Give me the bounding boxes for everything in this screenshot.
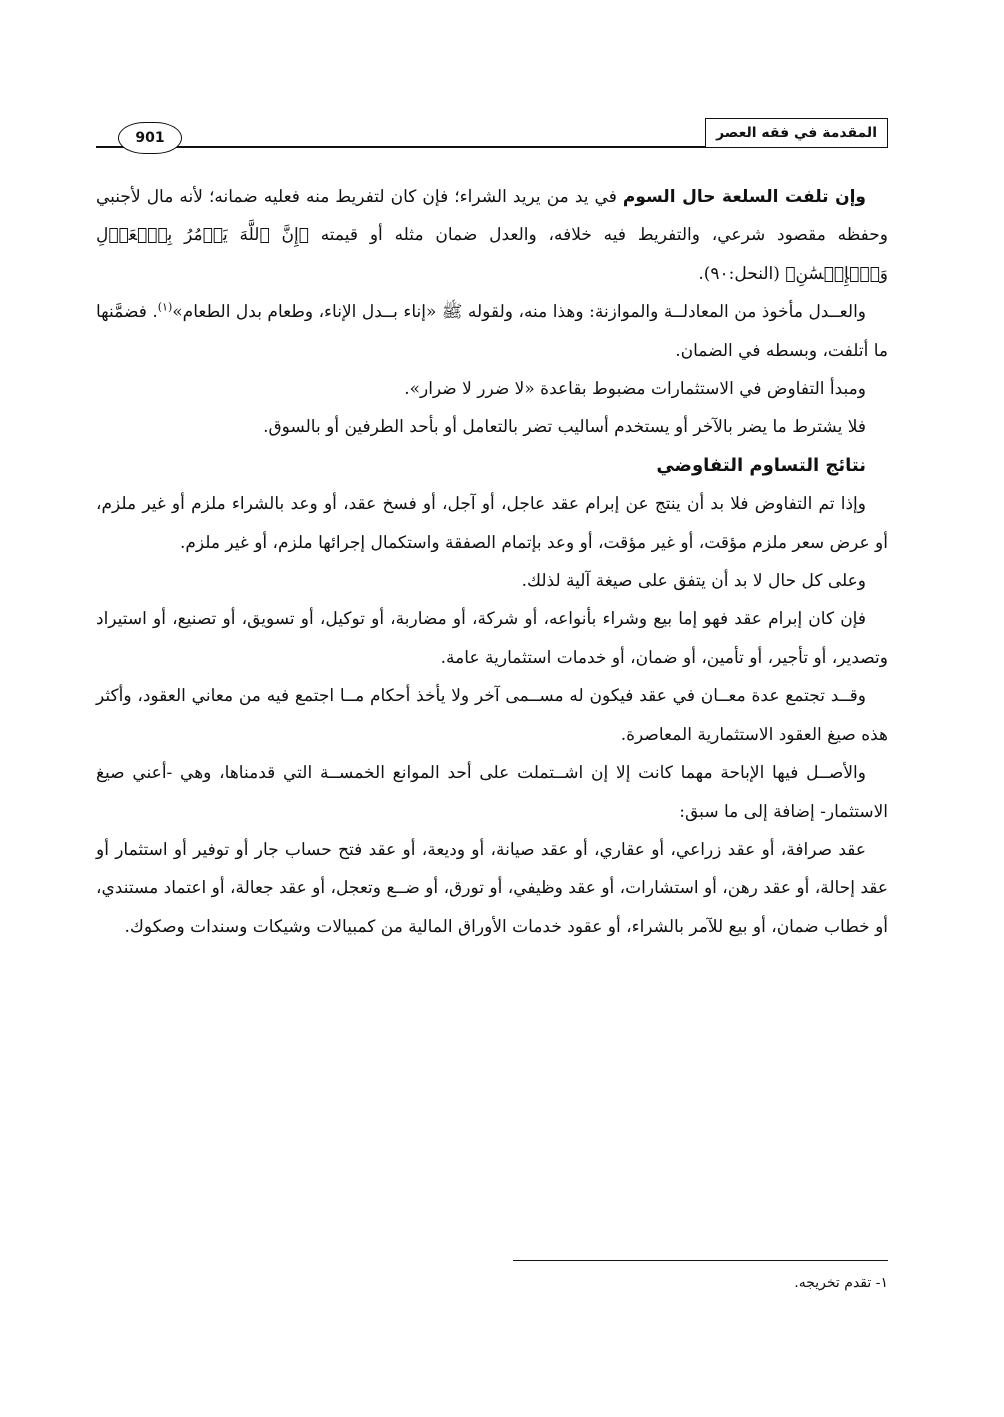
paragraph-text: والعــدل مأخوذ من المعادلــة والموازنة: وهذا منه، ولقوله ﷺ «إناء بــدل الإناء، وطعام بدل الطعام» bbox=[172, 302, 866, 323]
paragraph-text: . فضمَّنها ما أتلفت، وبسطه في الضمان. bbox=[96, 302, 888, 361]
footnote-marker: (١) bbox=[157, 300, 173, 314]
section-heading: نتائج التساوم التفاوضي bbox=[656, 454, 866, 476]
paragraph: وقــد تجتمع عدة معــان في عقد فيكون له مســمى آخر ولا يأخذ أحكام مــا اجتمع فيه من معاني العقود، وأكثر هذه صيغ العقود الاستثمارية المعاصرة. bbox=[96, 686, 888, 745]
paragraph: عقد صرافة، أو عقد زراعي، أو عقاري، أو عقد صيانة، أو وديعة، أو عقد فتح حساب جار أو توفير أو استثمار أو عقد إحالة، أو عقد رهن، أو استشارات، أو عقد وظيفي، أو تورق، أو ضــع وتعجل، أو عقد جعالة، أو اعتماد مستندي، أو خطاب ضمان، أو بيع للآمر بالشراء، أو عقود خدمات الأوراق المالية من كمبيالات وشيكات وسندات وصكوك. bbox=[96, 839, 888, 937]
paragraph: فلا يشترط ما يضر بالآخر أو يستخدم أساليب تضر بالتعامل أو بأحد الطرفين أو بالسوق. bbox=[263, 417, 866, 438]
paragraph: فإن كان إبرام عقد فهو إما بيع وشراء بأنواعه، أو شركة، أو مضاربة، أو توكيل، أو تسويق، أو تصنيع، أو استيراد وتصدير، أو تأجير، أو تأمين، أو ضمان، أو خدمات استثمارية عامة. bbox=[96, 609, 888, 668]
book-title: المقدمة في فقه العصر bbox=[705, 118, 888, 147]
paragraph: ومبدأ التفاوض في الاستثمارات مضبوط بقاعدة «لا ضرر لا ضرار». bbox=[404, 379, 866, 400]
bold-phrase: وإن تلفت السلعة حال السوم bbox=[622, 187, 867, 207]
footnote: ١- تقدم تخريجه. bbox=[794, 1275, 888, 1291]
paragraph: والأصــل فيها الإباحة مهما كانت إلا إن اشــتملت على أحد الموانع الخمســة التي قدمناها، وهي -أعني صيغ الاستثمار- إضافة إلى ما سبق: bbox=[96, 763, 888, 822]
main-text bbox=[96, 178, 888, 946]
paragraph: وعلى كل حال لا بد أن يتفق على صيغة آلية لذلك. bbox=[521, 571, 866, 592]
page-header bbox=[96, 118, 888, 148]
page-number: 901 bbox=[118, 122, 182, 154]
paragraph bbox=[96, 293, 888, 370]
verse-reference: (النحل:٩٠). bbox=[698, 263, 786, 284]
quran-verse: ﴿إِنَّ ٱللَّهَ يَأۡمُرُ بِٱلۡعَدۡلِ وَٱلۡإِحۡسَٰنِ﴾ bbox=[96, 225, 888, 284]
footnote-rule bbox=[513, 1260, 888, 1261]
paragraph: وإذا تم التفاوض فلا بد أن ينتج عن إبرام عقد عاجل، أو آجل، أو فسخ عقد، أو وعد بالشراء ملزم أو غير ملزم، أو عرض سعر ملزم مؤقت، أو غير مؤقت، أو وعد بإتمام الصفقة واستكمال إجرائها ملزم، أو غير ملزم. bbox=[96, 494, 888, 553]
paragraph-text: في يد من يريد الشراء؛ فإن كان لتفريط منه فعليه ضمانه؛ لأنه مال لأجنبي وحفظه مقصود شرعي، والتفريط فيه خلافه، والعدل ضمان مثله أو قيمته bbox=[96, 187, 888, 246]
paragraph bbox=[96, 178, 888, 293]
